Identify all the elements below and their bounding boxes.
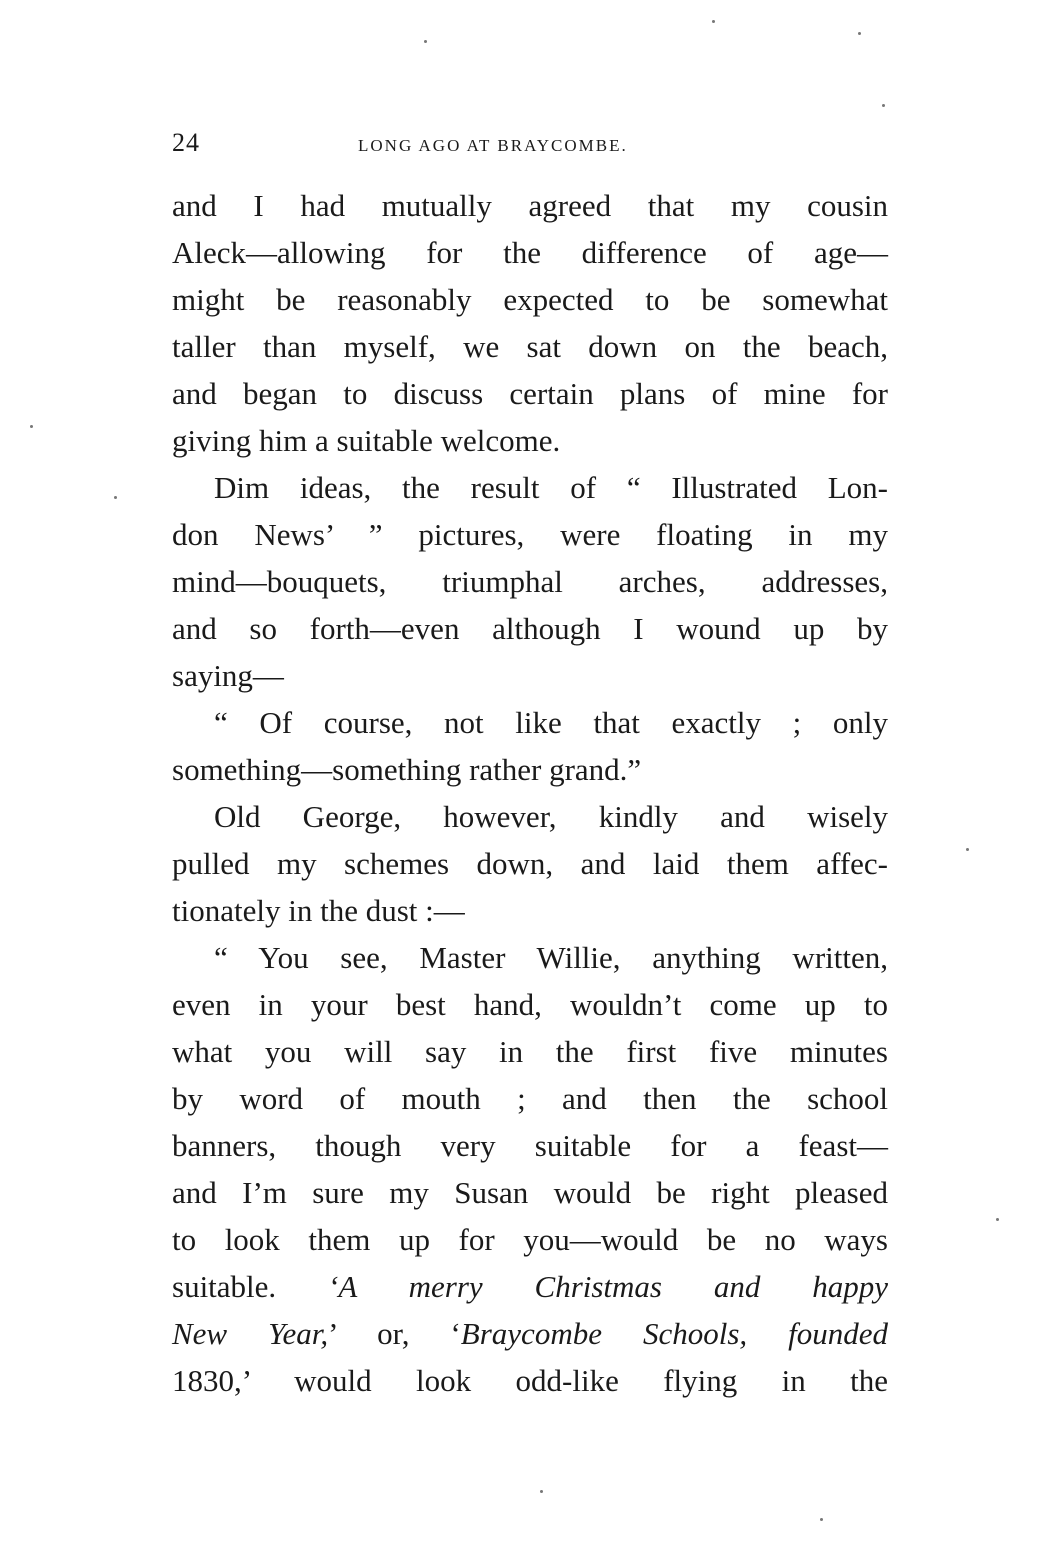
scan-speck (820, 1518, 823, 1521)
running-title: LONG AGO AT BRAYCOMBE. (358, 136, 628, 155)
text-line: saying— (172, 658, 284, 693)
scan-speck (882, 104, 885, 107)
text-line: even in your best hand, wouldn’t come up to (172, 987, 888, 1022)
text-line: to look them up for you—would be no ways (172, 1222, 888, 1257)
body-text (172, 182, 888, 1404)
text-line: Aleck—allowing for the difference of age— (172, 235, 888, 270)
text-line: giving him a suitable welcome. (172, 423, 561, 458)
scan-speck (996, 1218, 999, 1221)
text-line: 1830,’ would look odd-like flying in the (172, 1363, 888, 1398)
scan-speck (858, 32, 861, 35)
text-run: ’ or, ‘ (328, 1316, 461, 1351)
text-run: suitable. (172, 1269, 329, 1304)
scan-speck (540, 1490, 543, 1493)
text-line: don News’ ” pictures, were floating in my (172, 517, 888, 552)
text-line: Old George, however, kindly and wisely (214, 799, 888, 834)
italic-text-run: New Year, (172, 1316, 329, 1351)
text-line: what you will say in the first five minutes (172, 1034, 888, 1069)
text-line: and began to discuss certain plans of mine for (172, 376, 888, 411)
text-line: and I’m sure my Susan would be right pleased (172, 1175, 888, 1210)
text-line: “ You see, Master Willie, anything written, (214, 940, 888, 975)
scan-speck (30, 425, 33, 428)
text-line: by word of mouth ; and then the school (172, 1081, 888, 1116)
text-line: mind—bouquets, triumphal arches, addresses, (172, 564, 888, 599)
page-number: 24 (172, 128, 200, 157)
scan-speck (712, 20, 715, 23)
italic-text-run: ‘A merry Christmas and happy (328, 1269, 888, 1304)
text-line: banners, though very suitable for a feast— (172, 1128, 888, 1163)
scan-speck (424, 40, 427, 43)
scan-speck (966, 848, 969, 851)
italic-text-run: Braycombe Schools, founded (460, 1316, 888, 1351)
text-line: “ Of course, not like that exactly ; only (214, 705, 888, 740)
scan-speck (114, 496, 117, 499)
text-line: something—something rather grand.” (172, 752, 642, 787)
text-line: pulled my schemes down, and laid them affec- (172, 846, 888, 881)
text-line (172, 1263, 888, 1310)
text-line: might be reasonably expected to be somewhat (172, 282, 888, 317)
page-header (172, 128, 888, 164)
text-line: tionately in the dust :— (172, 893, 465, 928)
text-line: and so forth—even although I wound up by (172, 611, 888, 646)
text-line (172, 1310, 888, 1357)
text-line: and I had mutually agreed that my cousin (172, 188, 888, 223)
text-line: Dim ideas, the result of “ Illustrated Lon- (214, 470, 888, 505)
text-line: taller than myself, we sat down on the beach, (172, 329, 888, 364)
